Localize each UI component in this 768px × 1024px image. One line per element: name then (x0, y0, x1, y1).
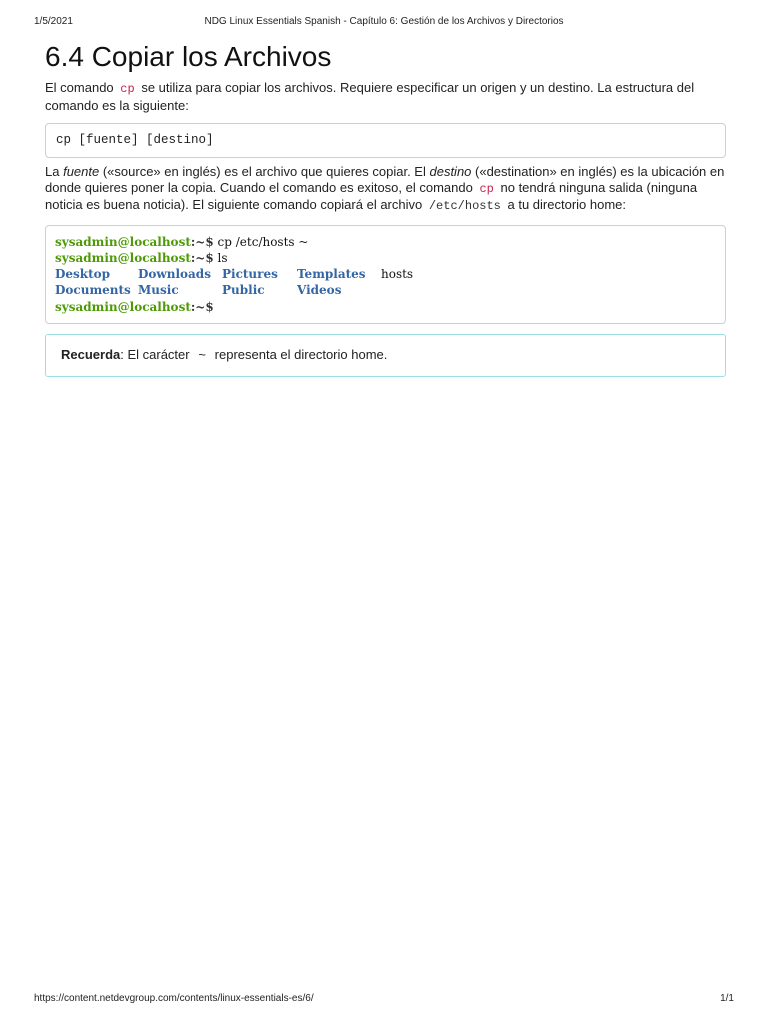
explanation-text-3: («destination» en inglés) es la ubicación en donde quieres poner la copia. Cuando el comando es exitoso, el comando (45, 164, 725, 195)
note-label: Recuerda (61, 346, 121, 362)
syntax-code-block: cp [fuente] [destino] (45, 123, 726, 158)
prompt-separator: :~$ (190, 234, 214, 249)
note-text-after: representa el directorio home. (214, 346, 388, 362)
terminal-line-2 (55, 250, 716, 266)
explanation-text-4: no tendrá ninguna salida (ninguna noticia es buena noticia). El siguiente comando copiará el archivo (45, 179, 698, 212)
dir-entry: Documents (55, 283, 131, 298)
print-url: https://content.netdevgroup.com/contents/linux-essentials-es/6/ (34, 993, 314, 1004)
prompt-user-host: sysadmin@localhost (55, 250, 191, 265)
section-heading: 6.4 Copiar los Archivos (45, 41, 332, 72)
page-count: 1/1 (720, 993, 734, 1004)
dir-entry: Music (138, 283, 179, 298)
intro-text-after: se utiliza para copiar los archivos. Requiere especificar un origen y un destino. La estructura del comando es la siguiente: (45, 80, 695, 113)
dir-entry: Public (222, 283, 265, 298)
intro-text-before: El comando (45, 80, 114, 95)
dir-entry: Downloads (138, 267, 211, 282)
prompt-separator: :~$ (190, 299, 214, 314)
intro-paragraph (45, 80, 726, 113)
print-date: 1/5/2021 (34, 16, 73, 27)
term-destino: destino (429, 164, 472, 179)
terminal-command-1: cp /etc/hosts ~ (213, 234, 309, 249)
explanation-text-2: («source» en inglés) es el archivo que quieres copiar. El (99, 164, 430, 179)
print-footer (34, 993, 734, 1007)
explanation-paragraph (45, 164, 726, 215)
explanation-text-5: a tu directorio home: (507, 197, 627, 212)
dir-entry: Videos (297, 283, 342, 298)
note-text-before: : El carácter (120, 346, 190, 362)
dir-entry: Pictures (222, 267, 278, 282)
print-header (34, 16, 734, 30)
file-entry: hosts (381, 267, 414, 282)
terminal-block (45, 225, 726, 324)
prompt-separator: :~$ (190, 250, 214, 265)
prompt-user-host: sysadmin@localhost (55, 299, 191, 314)
terminal-output-row-1 (55, 266, 716, 282)
reminder-note (45, 334, 726, 377)
main-content (45, 40, 726, 377)
dir-entry: Desktop (55, 267, 111, 282)
note-tilde-symbol: ~ (198, 347, 207, 363)
prompt-user-host: sysadmin@localhost (55, 234, 191, 249)
terminal-command-2: ls (213, 250, 228, 265)
terminal-output-row-2 (55, 282, 716, 298)
explanation-text-1: La (45, 164, 64, 179)
term-fuente: fuente (63, 164, 100, 179)
dir-entry: Templates (297, 267, 366, 282)
terminal-line-final (55, 299, 716, 315)
inline-code-cp-2: cp (479, 181, 494, 196)
print-title: NDG Linux Essentials Spanish - Capítulo 6: Gestión de los Archivos y Directorios (204, 16, 564, 27)
terminal-line-1 (55, 234, 716, 250)
inline-code-path: /etc/hosts (428, 199, 501, 213)
inline-code-cp: cp (120, 82, 135, 96)
